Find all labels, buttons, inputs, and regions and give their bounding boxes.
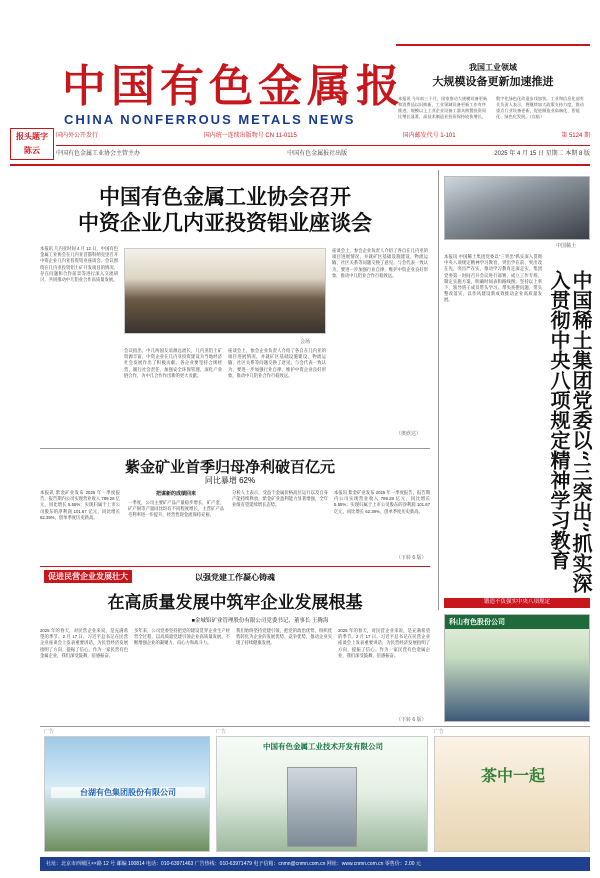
lead-more: （奥欣达） [396, 431, 422, 437]
right-photo-caption: 中国稀土 [556, 243, 577, 249]
inscription-label: 报头题字 [16, 131, 48, 141]
lead-photo [124, 248, 326, 334]
bottom-more: （下转 6 版） [396, 717, 427, 723]
ad-tea-name: 茶中一起 [480, 766, 545, 785]
ad-tech-dev-name: 中国有色金属工业技术开发有限公司 [263, 742, 383, 751]
top-news-headline: 大规模设备更新加速推进 [432, 75, 554, 88]
bottom-body-col2: 多年来，公司党委坚持把党的建设贯穿企业生产经营全过程，以高质量党建引领企业高质量发展，不断增强企业的凝聚力、向心力和战斗力。 [134, 628, 230, 646]
top-news-kicker: 我国工业领域 [469, 62, 517, 72]
bottom-body-col1: 2025 年的春天，对民营企业来说，是充满希望的季节。2 月 17 日，习近平总书记在民营企业座谈会上发表重要讲话，为民营经济发展指明了方向、提振了信心。作为一家民营有色金属企业，我们深受鼓舞，倍感振奋。 [40, 628, 128, 658]
second-body-col2: 一季度，公司主要矿产品产量稳步增长，矿产金、矿产铜等产量同比均有不同程度增长，主营矿产品毛利率进一步提升，经营性现金流保持充裕。 [128, 500, 224, 518]
ad-label-1: 广告 [44, 729, 55, 735]
top-news-rule [396, 44, 590, 46]
second-sidebar-title: 把谋新的成绩回来 [155, 491, 196, 497]
ad-taihu[interactable] [44, 736, 210, 852]
column-divider [438, 170, 439, 610]
lead-headline[interactable] [20, 184, 430, 236]
second-headline[interactable]: 紫金矿业首季归母净利破百亿元 [124, 458, 335, 476]
right-highlight: 锻造不负强实中央八项规定 [444, 598, 590, 608]
lead-headline-line1: 中国有色金属工业协会召开 [99, 184, 351, 209]
bottom-author: ■金城铝矿业管理股份有限公司党委书记、董事长 王腾海 [191, 618, 329, 624]
top-news-more: （宾临） [529, 114, 545, 119]
issue-date: 2025 年 4 月 15 日 星期二 本期 8 版 [494, 151, 590, 157]
lead-photo-caption: 会场 [300, 339, 311, 345]
second-more: （下转 6 版） [396, 555, 427, 561]
distribution: 国内外公开发行 [56, 133, 99, 139]
ad-corporate-right[interactable] [444, 614, 590, 722]
masthead-english-title: CHINA NONFERROUS METALS NEWS [64, 112, 356, 127]
bottom-story-rule [40, 566, 430, 567]
second-story-rule [40, 448, 430, 449]
top-news-body: 本报讯 今年前三个月，国家推动大规模设备更新和消费品以旧换新，工业领域设备更新工作有序推进，规模以上工业企业设备工器具购置投资同比增长显著，高技术制造业投资保持较快增长，数字化绿色化改造步伐加快。工业和信息化部有关负责人表示，将继续加大政策支持力度，推动重点行业设备更新，促进制造业高端化、智能化、绿色化发展。（宾临） [398, 96, 584, 119]
ad-tech-dev[interactable] [216, 736, 428, 852]
bottom-body-col4: 2025 年的春天，对民营企业来说，是充满希望的季节。2 月 17 日，习近平总书记在民营企业座谈会上发表重要讲话，为民营经济发展指明了方向、提振了信心。作为一家民营有色金属企业，我们深受鼓舞，倍感振奋。 [338, 628, 430, 658]
right-body: 本报讯 中国稀土集团党委以“三突出”抓实深入贯彻中央八项规定精神学习教育，突出学在前、突出改在先、突出严在实，推动学习教育走深走实。集团党委第一时间召开会议进行部署，成立工作专班，制定实施方案，明确时间表和路线图；坚持以上率下，领导班子成员带头学习、带头查摆问题、带头整改落实，以作风建设新成效推动企业高质量发展。 [444, 254, 542, 303]
second-body-col4: 本报讯 紫金矿业发布 2025 年一季度报告，报告期内公司实现营业收入 789.28 亿元，同比增长 5.55%；实现归属于上市公司股东的净利润 101.67 亿元，同比增长 62.39%，创单季度历史新高。 [334, 490, 430, 514]
ad-corporate-right-title: 科山有色股份公司 [445, 615, 589, 629]
bottom-kicker: 促进民营企业发展壮大 [44, 570, 132, 583]
cn-number: 国内统一连续出版物号 CN 11-0115 [203, 133, 297, 139]
postal-code: 国内邮发代号 1-101 [402, 133, 456, 139]
lead-body-col1: 本报讯 几内亚时间 4 月 12 日，中国有色金属工业协会在几内亚首都科纳克里召开中资企业几内亚投资铝业座谈会。会议围绕在几内亚投资铝土矿开发项目的情况、存在问题和合作前景等进行深入交流研讨，共同推动中几铝业合作高质量发展。 [40, 246, 118, 283]
ad-taihu-name: 台湖有色集团股份有限公司 [51, 787, 205, 798]
publisher: 中国有色金属报社出版 [287, 151, 348, 157]
ad-label-3: 广告 [434, 729, 445, 735]
right-headline[interactable]: 中国稀土集团党委以“三突出”抓实深入贯彻中央八项规定精神学习教育 [547, 270, 593, 594]
lead-body-col4: 座谈会上，参会企业负责人介绍了各自在几内亚的项目进展情况，并就矿区基础设施建设、物流运输、社区关系等问题交换了意见。与会代表一致认为，要进一步加强行业自律，维护中资企业良好形象，推动中几铝业合作行稳致远。 [332, 248, 428, 278]
lead-headline-line2: 中资企业几内亚投资铝业座谈会 [78, 210, 372, 235]
lead-body-col3: 座谈会上，参会企业负责人介绍了各自在几内亚的项目进展情况，并就矿区基础设施建设、物流运输、社区关系等问题交换了意见。与会代表一致认为，要进一步加强行业自律，维护中资企业良好形象，推动中几铝业合作行稳致远。 [228, 348, 326, 378]
top-news-heading[interactable] [398, 62, 588, 89]
ad-tea[interactable] [434, 736, 590, 852]
lead-body-col2: 会议指出，中几两国友谊源远流长，几内亚铝土矿资源丰富，中资企业在几内亚投资建设为当地经济社会发展作出了积极贡献。各企业要坚持合规经营，履行社会责任，加强安全环保管理，深化产业链合作，为中几合作作出新的更大贡献。 [124, 348, 222, 378]
ad-tech-building [287, 767, 357, 847]
bottom-headline[interactable]: 在高质量发展中筑牢企业发展根基 [107, 593, 363, 613]
inscription-author: 陈云 [24, 145, 40, 155]
second-subhead: 同比暴增 62% [204, 476, 256, 485]
bottom-body-col3: 我们始终坚持党建引领，把党的政治优势、组织优势转化为企业的发展优势、竞争优势，推动企业实现了持续健康发展。 [236, 628, 332, 646]
masthead-divider [10, 164, 590, 166]
second-body-col3: 分析人士表示，受益于金属价格高位运行以及自身产能持续释放，紫金矿业盈利能力显著增强，全年业绩有望延续增长态势。 [232, 490, 328, 508]
footer-bar: 社址：北京市西城区××路 12 号 邮编 100814 电话：010-63971463 广告热线：010-63971479 电子信箱：cnmn@cnmn.com.cn 网址：www.cnmn.com.cn 零售价：2.00 元 [40, 857, 590, 871]
bottom-pre-headline: 以强党建工作凝心铸魂 [195, 573, 275, 582]
issue-number: 第 5124 期 [561, 133, 590, 139]
right-photo [444, 176, 590, 240]
inscription-box [10, 128, 54, 160]
second-body-col1: 本报讯 紫金矿业发布 2025 年一季度报告，报告期内公司实现营业收入 789.28 亿元，同比增长 5.55%；实现归属于上市公司股东的净利润 101.67 亿元，同比增长 62.39%，创单季度历史新高。 [40, 490, 120, 520]
ad-label-2: 广告 [216, 729, 227, 735]
masthead-title: 中国有色金属报 [62, 61, 405, 112]
ads-divider [40, 726, 590, 727]
sponsor: 中国有色金属工业协会主管主办 [56, 151, 141, 157]
